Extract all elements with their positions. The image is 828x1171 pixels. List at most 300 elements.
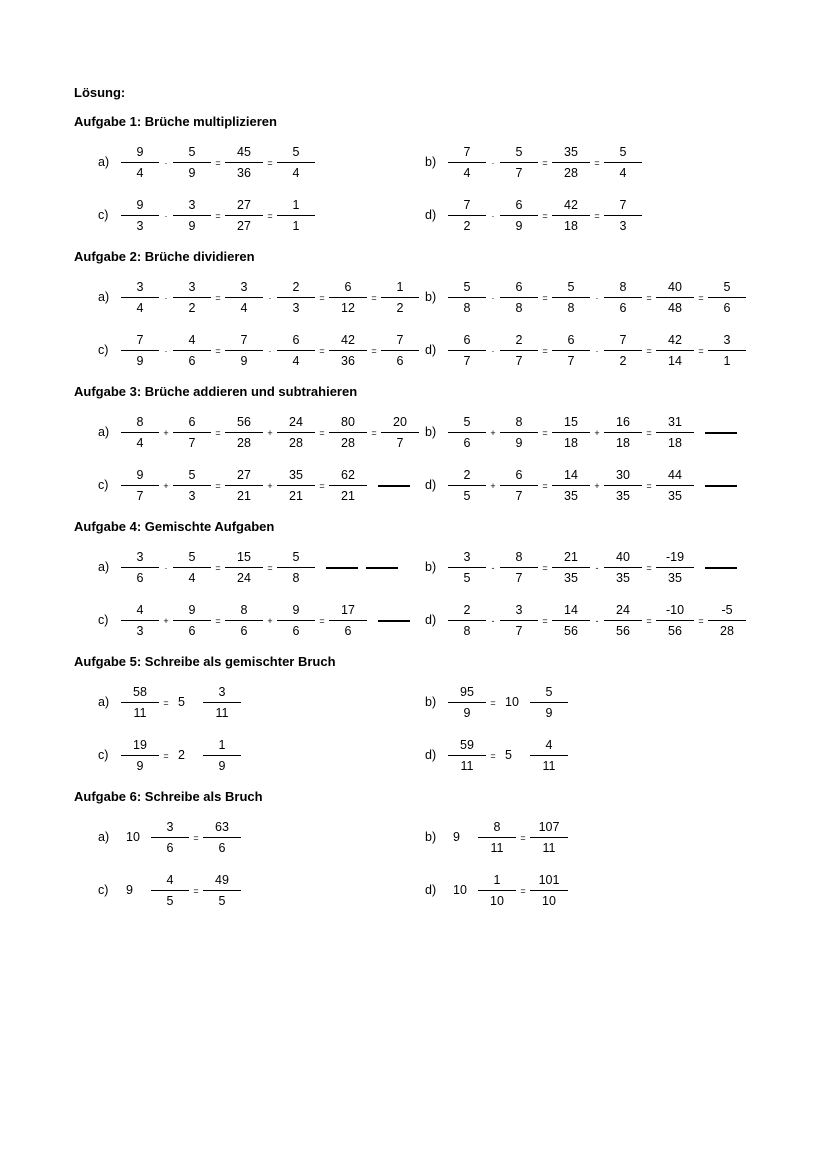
operator: =	[542, 563, 548, 573]
answer-blank-line	[326, 567, 358, 569]
denominator: 6	[723, 301, 731, 315]
denominator: 28	[289, 436, 303, 450]
fraction	[170, 145, 214, 181]
fraction	[497, 415, 541, 451]
numerator: 4	[188, 333, 196, 347]
operator: =	[267, 158, 273, 168]
exercise-label: d)	[425, 613, 437, 627]
fraction	[222, 198, 266, 234]
operator: =	[698, 616, 704, 626]
fraction-bar	[552, 215, 590, 216]
fraction-bar	[500, 162, 538, 163]
denominator: 2	[463, 219, 471, 233]
operator: =	[163, 698, 169, 708]
operator: =	[267, 211, 273, 221]
numerator: 27	[237, 198, 251, 212]
denominator: 3	[188, 489, 196, 503]
operator: =	[319, 346, 325, 356]
numerator: 5	[188, 468, 196, 482]
numerator: 101	[538, 873, 560, 887]
fraction-bar	[604, 567, 642, 568]
numerator: 7	[136, 333, 144, 347]
fraction	[475, 873, 519, 909]
fraction-bar	[448, 162, 486, 163]
fraction	[222, 468, 266, 504]
operator: =	[646, 481, 652, 491]
numerator: 5	[463, 280, 471, 294]
fraction	[475, 820, 519, 856]
denominator: 8	[292, 571, 300, 585]
fraction-bar	[604, 215, 642, 216]
fraction-bar	[277, 215, 315, 216]
denominator: 6	[463, 436, 471, 450]
fraction	[601, 333, 645, 369]
whole-number: 10	[126, 830, 140, 844]
numerator: 7	[463, 145, 471, 159]
section-heading: Aufgabe 6: Schreibe als Bruch	[74, 789, 263, 804]
section-heading: Aufgabe 2: Brüche dividieren	[74, 249, 255, 264]
denominator: 5	[463, 489, 471, 503]
numerator: 6	[188, 415, 196, 429]
denominator: 5	[218, 894, 226, 908]
operator: +	[267, 428, 273, 438]
numerator: 63	[215, 820, 229, 834]
fraction	[445, 280, 489, 316]
denominator: 6	[396, 354, 404, 368]
exercise-label: b)	[425, 155, 437, 169]
fraction-bar	[478, 837, 516, 838]
fraction	[601, 280, 645, 316]
denominator: 8	[567, 301, 575, 315]
fraction-bar	[121, 350, 159, 351]
denominator: 9	[188, 219, 196, 233]
fraction	[222, 603, 266, 639]
fraction	[170, 333, 214, 369]
fraction-bar	[656, 432, 694, 433]
operator: =	[490, 698, 496, 708]
fraction	[222, 280, 266, 316]
fraction	[549, 198, 593, 234]
denominator: 11	[133, 706, 147, 720]
fraction-bar	[203, 890, 241, 891]
fraction	[653, 280, 697, 316]
numerator: 5	[515, 145, 523, 159]
operator: ·	[491, 346, 495, 356]
operator: =	[542, 346, 548, 356]
denominator: 27	[237, 219, 251, 233]
fraction	[118, 550, 162, 586]
numerator: 7	[463, 198, 471, 212]
fraction-bar	[225, 432, 263, 433]
operator: =	[163, 751, 169, 761]
operator: +	[594, 481, 600, 491]
operator: =	[319, 616, 325, 626]
denominator: 56	[668, 624, 682, 638]
numerator: 4	[166, 873, 174, 887]
fraction	[653, 415, 697, 451]
whole-number: 10	[505, 695, 519, 709]
denominator: 4	[188, 571, 196, 585]
denominator: 10	[542, 894, 556, 908]
fraction	[326, 415, 370, 451]
fraction	[527, 738, 571, 774]
operator: =	[371, 346, 377, 356]
exercise-label: d)	[425, 478, 437, 492]
denominator: 6	[188, 354, 196, 368]
numerator: 17	[341, 603, 355, 617]
exercise-label: d)	[425, 883, 437, 897]
answer-blank-line	[378, 485, 410, 487]
denominator: 8	[463, 301, 471, 315]
fraction-bar	[500, 567, 538, 568]
numerator: 5	[567, 280, 575, 294]
fraction-bar	[708, 350, 746, 351]
denominator: 7	[463, 354, 471, 368]
numerator: 42	[668, 333, 682, 347]
exercise-label: a)	[98, 425, 110, 439]
numerator: 15	[237, 550, 251, 564]
fraction-bar	[277, 350, 315, 351]
fraction-bar	[225, 215, 263, 216]
numerator: 2	[463, 603, 471, 617]
fraction-bar	[121, 567, 159, 568]
denominator: 28	[341, 436, 355, 450]
numerator: 3	[463, 550, 471, 564]
operator: =	[490, 751, 496, 761]
denominator: 6	[188, 624, 196, 638]
fraction-bar	[225, 350, 263, 351]
operator: =	[319, 481, 325, 491]
operator: =	[542, 158, 548, 168]
numerator: 1	[493, 873, 501, 887]
exercise-label: d)	[425, 343, 437, 357]
fraction-bar	[552, 567, 590, 568]
fraction-bar	[173, 215, 211, 216]
answer-blank-line	[366, 567, 398, 569]
operator: =	[215, 346, 221, 356]
numerator: 8	[240, 603, 248, 617]
operator: ·	[268, 346, 272, 356]
numerator: 35	[564, 145, 578, 159]
fraction	[378, 415, 422, 451]
fraction-bar	[277, 162, 315, 163]
answer-blank-line	[705, 432, 737, 434]
fraction	[118, 685, 162, 721]
numerator: 7	[619, 198, 627, 212]
fraction	[705, 280, 749, 316]
fraction	[200, 738, 244, 774]
fraction	[497, 603, 541, 639]
whole-number: 2	[178, 748, 185, 762]
exercise-label: c)	[98, 343, 109, 357]
numerator: 45	[237, 145, 251, 159]
denominator: 9	[463, 706, 471, 720]
fraction-bar	[552, 297, 590, 298]
fraction-bar	[121, 215, 159, 216]
fraction-bar	[552, 162, 590, 163]
denominator: 4	[463, 166, 471, 180]
fraction	[601, 415, 645, 451]
operator: =	[542, 211, 548, 221]
operator: =	[215, 616, 221, 626]
fraction	[326, 603, 370, 639]
denominator: 6	[240, 624, 248, 638]
fraction-bar	[530, 755, 568, 756]
numerator: 1	[292, 198, 300, 212]
fraction	[222, 550, 266, 586]
fraction	[549, 468, 593, 504]
numerator: 42	[564, 198, 578, 212]
fraction	[497, 333, 541, 369]
fraction-bar	[121, 620, 159, 621]
fraction-bar	[500, 215, 538, 216]
fraction	[326, 468, 370, 504]
fraction-bar	[203, 755, 241, 756]
numerator: 5	[723, 280, 731, 294]
fraction	[170, 603, 214, 639]
fraction-bar	[173, 350, 211, 351]
denominator: 18	[564, 436, 578, 450]
fraction	[653, 550, 697, 586]
denominator: 5	[166, 894, 174, 908]
numerator: 3	[136, 550, 144, 564]
fraction	[274, 280, 318, 316]
fraction-bar	[500, 350, 538, 351]
denominator: 4	[136, 166, 144, 180]
denominator: 8	[515, 301, 523, 315]
operator: +	[594, 428, 600, 438]
denominator: 18	[668, 436, 682, 450]
denominator: 35	[616, 571, 630, 585]
numerator: 24	[289, 415, 303, 429]
numerator: 3	[188, 280, 196, 294]
numerator: 107	[538, 820, 560, 834]
operator: -	[595, 616, 599, 626]
operator: =	[594, 158, 600, 168]
answer-blank-line	[378, 620, 410, 622]
operator: =	[646, 346, 652, 356]
denominator: 48	[668, 301, 682, 315]
fraction	[326, 280, 370, 316]
operator: =	[193, 833, 199, 843]
numerator: 40	[616, 550, 630, 564]
numerator: 6	[515, 468, 523, 482]
fraction	[527, 873, 571, 909]
denominator: 6	[218, 841, 226, 855]
fraction-bar	[604, 620, 642, 621]
section-heading: Aufgabe 1: Brüche multiplizieren	[74, 114, 277, 129]
operator: ·	[595, 346, 599, 356]
fraction	[445, 198, 489, 234]
numerator: 8	[136, 415, 144, 429]
exercise-label: a)	[98, 830, 110, 844]
fraction-bar	[530, 702, 568, 703]
denominator: 28	[720, 624, 734, 638]
fraction	[549, 145, 593, 181]
denominator: 18	[564, 219, 578, 233]
numerator: 5	[292, 145, 300, 159]
numerator: 9	[188, 603, 196, 617]
exercise-label: d)	[425, 748, 437, 762]
numerator: 59	[460, 738, 474, 752]
numerator: 6	[515, 198, 523, 212]
fraction-bar	[277, 567, 315, 568]
exercise-label: c)	[98, 748, 109, 762]
fraction-bar	[277, 485, 315, 486]
numerator: 56	[237, 415, 251, 429]
operator: =	[594, 211, 600, 221]
fraction-bar	[173, 162, 211, 163]
exercise-label: a)	[98, 560, 110, 574]
numerator: 95	[460, 685, 474, 699]
fraction	[549, 550, 593, 586]
fraction	[445, 468, 489, 504]
fraction	[445, 603, 489, 639]
fraction	[445, 550, 489, 586]
fraction-bar	[381, 432, 419, 433]
operator: +	[267, 616, 273, 626]
operator: =	[646, 563, 652, 573]
numerator: 5	[545, 685, 553, 699]
numerator: 6	[567, 333, 575, 347]
fraction-bar	[500, 620, 538, 621]
exercise-label: c)	[98, 613, 109, 627]
fraction	[497, 198, 541, 234]
page-title: Lösung:	[74, 85, 126, 100]
fraction	[148, 820, 192, 856]
fraction-bar	[277, 297, 315, 298]
fraction	[601, 603, 645, 639]
exercise-label: b)	[425, 290, 437, 304]
fraction	[653, 333, 697, 369]
exercise-label: a)	[98, 290, 110, 304]
denominator: 2	[188, 301, 196, 315]
fraction-bar	[530, 837, 568, 838]
fraction	[601, 550, 645, 586]
numerator: 8	[493, 820, 501, 834]
fraction-bar	[604, 350, 642, 351]
fraction	[601, 468, 645, 504]
numerator: 9	[136, 145, 144, 159]
exercise-label: c)	[98, 208, 109, 222]
denominator: 6	[166, 841, 174, 855]
denominator: 9	[188, 166, 196, 180]
fraction-bar	[277, 620, 315, 621]
fraction	[274, 145, 318, 181]
fraction-bar	[552, 432, 590, 433]
fraction-bar	[381, 297, 419, 298]
fraction-bar	[121, 162, 159, 163]
fraction-bar	[448, 567, 486, 568]
fraction	[148, 873, 192, 909]
denominator: 10	[490, 894, 504, 908]
fraction	[170, 280, 214, 316]
denominator: 35	[564, 489, 578, 503]
operator: =	[215, 481, 221, 491]
denominator: 9	[515, 436, 523, 450]
denominator: 6	[292, 624, 300, 638]
denominator: 36	[341, 354, 355, 368]
fraction-bar	[277, 432, 315, 433]
numerator: 24	[616, 603, 630, 617]
operator: ·	[491, 211, 495, 221]
fraction	[527, 685, 571, 721]
numerator: 8	[619, 280, 627, 294]
whole-number: 5	[178, 695, 185, 709]
denominator: 24	[237, 571, 251, 585]
operator: =	[542, 481, 548, 491]
denominator: 28	[564, 166, 578, 180]
denominator: 11	[542, 841, 556, 855]
section-heading: Aufgabe 5: Schreibe als gemischter Bruch	[74, 654, 336, 669]
fraction-bar	[708, 297, 746, 298]
fraction-bar	[448, 702, 486, 703]
denominator: 11	[490, 841, 504, 855]
fraction	[378, 280, 422, 316]
fraction	[549, 603, 593, 639]
fraction-bar	[225, 485, 263, 486]
exercise-label: b)	[425, 695, 437, 709]
numerator: 3	[240, 280, 248, 294]
denominator: 4	[292, 354, 300, 368]
whole-number: 5	[505, 748, 512, 762]
numerator: 14	[564, 468, 578, 482]
denominator: 6	[619, 301, 627, 315]
denominator: 21	[237, 489, 251, 503]
operator: =	[215, 211, 221, 221]
numerator: 7	[619, 333, 627, 347]
numerator: 7	[240, 333, 248, 347]
numerator: 27	[237, 468, 251, 482]
numerator: 5	[463, 415, 471, 429]
operator: ·	[595, 293, 599, 303]
denominator: 36	[237, 166, 251, 180]
operator: =	[215, 293, 221, 303]
fraction	[445, 685, 489, 721]
fraction	[549, 415, 593, 451]
denominator: 11	[460, 759, 474, 773]
whole-number: 9	[453, 830, 460, 844]
denominator: 7	[515, 489, 523, 503]
numerator: 5	[619, 145, 627, 159]
numerator: -5	[721, 603, 733, 617]
fraction	[170, 415, 214, 451]
fraction-bar	[656, 567, 694, 568]
denominator: 8	[463, 624, 471, 638]
fraction	[274, 415, 318, 451]
numerator: 14	[564, 603, 578, 617]
fraction	[549, 333, 593, 369]
operator: =	[698, 293, 704, 303]
denominator: 7	[567, 354, 575, 368]
operator: ·	[268, 293, 272, 303]
fraction-bar	[121, 297, 159, 298]
denominator: 1	[292, 219, 300, 233]
fraction	[601, 198, 645, 234]
fraction-bar	[552, 620, 590, 621]
denominator: 35	[668, 489, 682, 503]
fraction	[222, 415, 266, 451]
fraction	[497, 468, 541, 504]
denominator: 3	[292, 301, 300, 315]
numerator: 9	[292, 603, 300, 617]
denominator: 7	[515, 571, 523, 585]
fraction	[497, 145, 541, 181]
operator: =	[698, 346, 704, 356]
operator: =	[193, 886, 199, 896]
numerator: 8	[515, 415, 523, 429]
fraction	[170, 550, 214, 586]
